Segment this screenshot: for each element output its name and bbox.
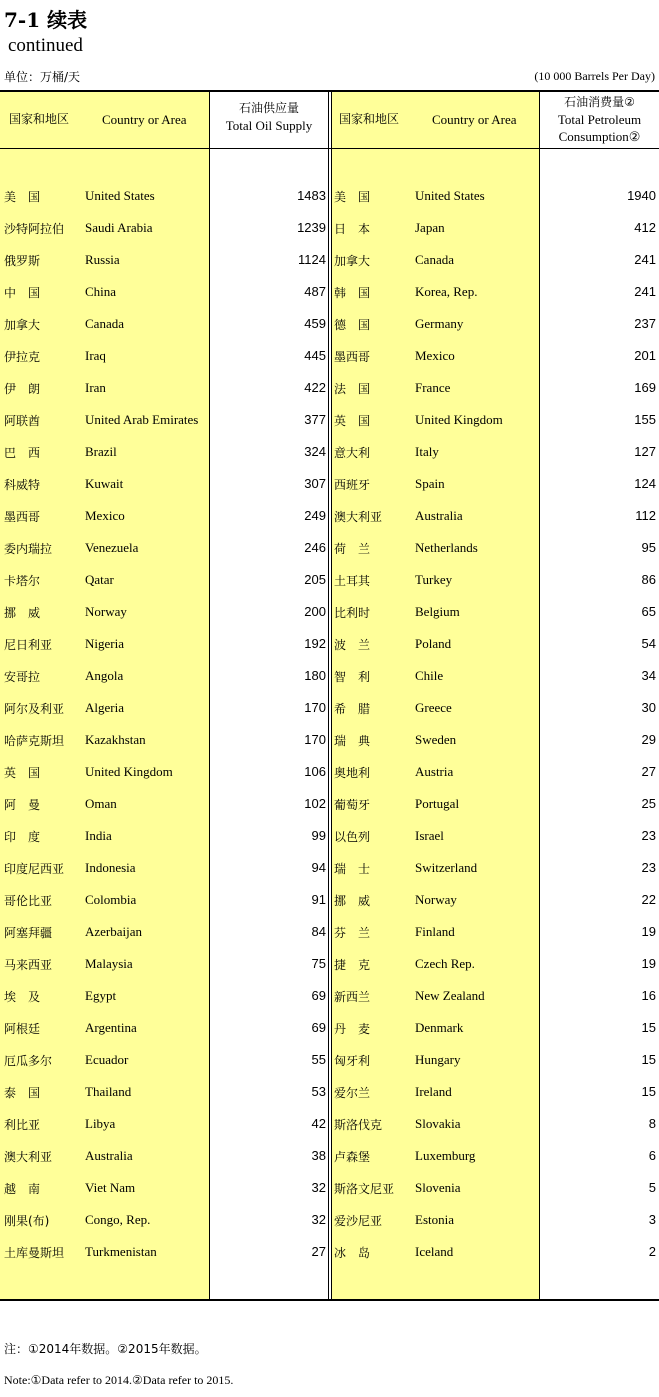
- country-en-supply: Thailand: [85, 1084, 132, 1099]
- country-cn-consumption: 斯洛文尼亚: [334, 1182, 395, 1196]
- table-row: [0, 724, 659, 756]
- table-row: [0, 436, 659, 468]
- country-en-supply: Kuwait: [85, 476, 124, 491]
- table-row: [0, 884, 659, 916]
- consumption-value: 6: [648, 1148, 656, 1163]
- country-en-consumption: Germany: [415, 316, 464, 331]
- country-en-consumption: France: [415, 380, 451, 395]
- table-row: [0, 820, 659, 852]
- country-en-supply: Indonesia: [85, 860, 136, 875]
- country-en-consumption: Czech Rep.: [415, 956, 475, 971]
- country-cn-consumption: 捷 克: [334, 958, 371, 972]
- country-cn-supply: 巴 西: [4, 446, 41, 460]
- table-row: [0, 340, 659, 372]
- consumption-value: 5: [648, 1180, 656, 1195]
- oil-supply-value: 487: [304, 284, 326, 299]
- header-left-country-cn: 国家和地区: [9, 112, 70, 126]
- country-en-supply: United Arab Emirates: [85, 412, 199, 427]
- consumption-value: 155: [634, 412, 656, 427]
- country-cn-supply: 印 度: [4, 830, 41, 844]
- country-en-supply: Brazil: [85, 444, 117, 459]
- table-row: [0, 660, 659, 692]
- consumption-value: 95: [641, 540, 656, 555]
- table-row: [0, 212, 659, 244]
- table-row: [0, 180, 659, 212]
- country-en-consumption: Spain: [415, 476, 445, 491]
- country-en-consumption: Poland: [415, 636, 452, 651]
- country-en-consumption: Italy: [415, 444, 439, 459]
- country-en-supply: China: [85, 284, 117, 299]
- header-left-country-en: Country or Area: [102, 112, 187, 127]
- table-row: [0, 244, 659, 276]
- header-bottom-rule: [0, 148, 659, 149]
- consumption-value: 34: [641, 668, 656, 683]
- table-row: [0, 1172, 659, 1204]
- country-cn-supply: 阿联酋: [4, 414, 41, 428]
- country-cn-supply: 印度尼西亚: [4, 862, 65, 876]
- country-en-consumption: United States: [415, 188, 485, 203]
- country-cn-supply: 加拿大: [4, 318, 41, 332]
- table-row: [0, 916, 659, 948]
- oil-supply-value: 246: [304, 540, 326, 555]
- country-cn-consumption: 新西兰: [334, 990, 371, 1004]
- table-bottom-rule: [0, 1299, 659, 1301]
- country-cn-supply: 伊 朗: [4, 382, 41, 396]
- table-row: [0, 500, 659, 532]
- table-row: [0, 1236, 659, 1268]
- country-cn-supply: 中 国: [4, 286, 41, 300]
- table-row: [0, 980, 659, 1012]
- country-cn-consumption: 冰 岛: [334, 1246, 371, 1260]
- oil-supply-value: 53: [311, 1084, 326, 1099]
- country-en-supply: United Kingdom: [85, 764, 173, 779]
- country-en-supply: Oman: [85, 796, 117, 811]
- oil-supply-value: 1239: [297, 220, 326, 235]
- country-cn-consumption: 墨西哥: [334, 350, 371, 364]
- country-cn-consumption: 土耳其: [334, 574, 371, 588]
- country-en-consumption: Chile: [415, 668, 444, 683]
- country-en-supply: Nigeria: [85, 636, 124, 651]
- country-en-supply: Kazakhstan: [85, 732, 146, 747]
- country-en-consumption: Norway: [415, 892, 457, 907]
- oil-supply-value: 1124: [298, 252, 326, 267]
- country-en-consumption: Iceland: [415, 1244, 454, 1259]
- country-cn-supply: 厄瓜多尔: [4, 1054, 53, 1068]
- country-cn-consumption: 意大利: [334, 446, 371, 460]
- country-en-consumption: Luxemburg: [415, 1148, 476, 1163]
- country-en-supply: Turkmenistan: [85, 1244, 157, 1259]
- country-cn-consumption: 匈牙利: [334, 1054, 371, 1068]
- country-cn-consumption: 加拿大: [334, 254, 371, 268]
- country-cn-supply: 哥伦比亚: [4, 894, 53, 908]
- oil-supply-value: 106: [304, 764, 326, 779]
- country-en-consumption: Denmark: [415, 1020, 464, 1035]
- header-right-country-cn: 国家和地区: [339, 112, 400, 126]
- country-en-consumption: Switzerland: [415, 860, 478, 875]
- country-en-consumption: Korea, Rep.: [415, 284, 478, 299]
- consumption-value: 22: [641, 892, 656, 907]
- consumption-value: 241: [634, 252, 656, 267]
- table-row: [0, 532, 659, 564]
- table-row: [0, 1204, 659, 1236]
- country-cn-supply: 越 南: [4, 1182, 41, 1196]
- oil-supply-value: 377: [304, 412, 326, 427]
- country-cn-supply: 墨西哥: [4, 510, 41, 524]
- country-cn-supply: 阿尔及利亚: [4, 702, 65, 716]
- country-en-supply: United States: [85, 188, 155, 203]
- country-cn-consumption: 芬 兰: [334, 926, 371, 940]
- oil-supply-value: 170: [304, 732, 326, 747]
- country-cn-consumption: 智 利: [334, 670, 371, 684]
- country-en-supply: Egypt: [85, 988, 117, 1003]
- oil-supply-value: 422: [304, 380, 326, 395]
- oil-supply-value: 69: [311, 988, 326, 1003]
- consumption-value: 15: [641, 1020, 656, 1035]
- country-en-supply: Saudi Arabia: [85, 220, 153, 235]
- header-consumption-en-1: Total Petroleum: [557, 112, 642, 127]
- country-en-consumption: Israel: [415, 828, 444, 843]
- consumption-value: 23: [641, 828, 656, 843]
- country-en-consumption: Netherlands: [415, 540, 478, 555]
- country-cn-supply: 伊拉克: [4, 350, 41, 364]
- oil-supply-value: 84: [311, 924, 326, 939]
- country-cn-consumption: 荷 兰: [334, 542, 371, 556]
- country-en-consumption: Austria: [415, 764, 454, 779]
- country-en-supply: Venezuela: [85, 540, 139, 555]
- country-cn-consumption: 卢森堡: [334, 1150, 371, 1164]
- consumption-value: 19: [641, 956, 656, 971]
- consumption-value: 25: [641, 796, 656, 811]
- oil-supply-value: 170: [304, 700, 326, 715]
- country-cn-supply: 挪 威: [4, 606, 41, 620]
- country-cn-supply: 马来西亚: [4, 958, 53, 972]
- consumption-value: 16: [641, 988, 656, 1003]
- country-cn-consumption: 日 本: [334, 222, 371, 236]
- consumption-value: 30: [641, 700, 656, 715]
- country-cn-consumption: 瑞 典: [334, 734, 371, 748]
- header-consumption: [540, 94, 659, 145]
- country-en-consumption: Belgium: [415, 604, 460, 619]
- country-cn-consumption: 美 国: [334, 190, 371, 204]
- oil-supply-value: 324: [304, 444, 326, 459]
- consumption-value: 15: [641, 1084, 656, 1099]
- country-en-supply: India: [85, 828, 112, 843]
- country-cn-consumption: 以色列: [334, 830, 371, 844]
- header-right-country-en: Country or Area: [432, 112, 517, 127]
- consumption-value: 15: [641, 1052, 656, 1067]
- table-row: [0, 1140, 659, 1172]
- consumption-value: 23: [641, 860, 656, 875]
- country-en-consumption: United Kingdom: [415, 412, 503, 427]
- country-cn-consumption: 斯洛伐克: [334, 1118, 383, 1132]
- country-en-consumption: Australia: [415, 508, 463, 523]
- country-en-consumption: Sweden: [415, 732, 457, 747]
- consumption-value: 201: [634, 348, 656, 363]
- consumption-value: 3: [648, 1212, 656, 1227]
- oil-supply-value: 42: [311, 1116, 326, 1131]
- country-en-supply: Russia: [85, 252, 120, 267]
- country-cn-consumption: 澳大利亚: [334, 510, 383, 524]
- country-en-supply: Australia: [85, 1148, 133, 1163]
- country-en-supply: Azerbaijan: [85, 924, 143, 939]
- country-cn-consumption: 韩 国: [334, 286, 371, 300]
- oil-supply-value: 180: [304, 668, 326, 683]
- table-row: [0, 596, 659, 628]
- table-row: [0, 852, 659, 884]
- country-en-supply: Viet Nam: [85, 1180, 136, 1195]
- country-en-consumption: Portugal: [415, 796, 460, 811]
- consumption-value: 65: [641, 604, 656, 619]
- country-en-consumption: Hungary: [415, 1052, 461, 1067]
- country-en-supply: Canada: [85, 316, 124, 331]
- country-cn-supply: 阿根廷: [4, 1022, 41, 1036]
- country-cn-supply: 俄罗斯: [4, 254, 41, 268]
- table-row: [0, 1108, 659, 1140]
- oil-supply-value: 69: [311, 1020, 326, 1035]
- table-row: [0, 468, 659, 500]
- oil-supply-value: 192: [304, 636, 326, 651]
- country-cn-supply: 美 国: [4, 190, 41, 204]
- oil-supply-value: 249: [304, 508, 326, 523]
- table-row: [0, 372, 659, 404]
- table-row: [0, 564, 659, 596]
- country-en-supply: Ecuador: [85, 1052, 129, 1067]
- oil-supply-value: 91: [311, 892, 326, 907]
- country-en-supply: Algeria: [85, 700, 124, 715]
- country-cn-consumption: 奥地利: [334, 766, 371, 780]
- oil-supply-value: 1483: [297, 188, 326, 203]
- country-en-consumption: Estonia: [415, 1212, 454, 1227]
- consumption-value: 8: [648, 1116, 656, 1131]
- unit-label-cn: 单位：万桶/天: [4, 70, 81, 84]
- country-cn-consumption: 丹 麦: [334, 1022, 371, 1036]
- country-cn-supply: 利比亚: [4, 1118, 41, 1132]
- oil-supply-value: 32: [311, 1212, 326, 1227]
- country-cn-supply: 阿塞拜疆: [4, 926, 53, 940]
- country-cn-supply: 阿 曼: [4, 798, 41, 812]
- consumption-value: 86: [641, 572, 656, 587]
- oil-supply-value: 32: [311, 1180, 326, 1195]
- country-en-consumption: Ireland: [415, 1084, 452, 1099]
- note-en: Note:①Data refer to 2014.②Data refer to 2015.: [4, 1373, 234, 1387]
- consumption-value: 54: [641, 636, 656, 651]
- table-row: [0, 628, 659, 660]
- table-row: [0, 276, 659, 308]
- table-row: [0, 1076, 659, 1108]
- table-row: [0, 1012, 659, 1044]
- header-consumption-cn: 石油消费量②: [564, 95, 635, 109]
- oil-supply-value: 55: [311, 1052, 326, 1067]
- consumption-value: 412: [634, 220, 656, 235]
- country-cn-consumption: 爱尔兰: [334, 1086, 371, 1100]
- consumption-value: 169: [634, 380, 656, 395]
- country-en-consumption: Mexico: [415, 348, 455, 363]
- country-cn-consumption: 英 国: [334, 414, 371, 428]
- country-en-consumption: New Zealand: [415, 988, 485, 1003]
- country-en-supply: Libya: [85, 1116, 116, 1131]
- country-cn-supply: 泰 国: [4, 1086, 41, 1100]
- country-cn-consumption: 挪 威: [334, 894, 371, 908]
- table-row: [0, 692, 659, 724]
- oil-supply-value: 307: [304, 476, 326, 491]
- consumption-value: 2: [648, 1244, 656, 1259]
- country-cn-consumption: 希 腊: [334, 702, 371, 716]
- country-en-supply: Qatar: [85, 572, 114, 587]
- country-en-supply: Malaysia: [85, 956, 133, 971]
- country-cn-consumption: 德 国: [334, 318, 371, 332]
- country-cn-consumption: 法 国: [334, 382, 371, 396]
- country-en-supply: Argentina: [85, 1020, 137, 1035]
- consumption-value: 241: [634, 284, 656, 299]
- consumption-value: 237: [634, 316, 656, 331]
- country-cn-supply: 尼日利亚: [4, 638, 53, 652]
- note-cn: 注：①2014年数据。②2015年数据。: [4, 1342, 207, 1356]
- oil-supply-value: 200: [304, 604, 326, 619]
- country-en-supply: Angola: [85, 668, 124, 683]
- country-en-supply: Mexico: [85, 508, 125, 523]
- country-en-consumption: Turkey: [415, 572, 453, 587]
- country-cn-consumption: 瑞 士: [334, 862, 371, 876]
- oil-supply-value: 445: [304, 348, 326, 363]
- table-row: [0, 1044, 659, 1076]
- country-en-supply: Norway: [85, 604, 127, 619]
- country-cn-consumption: 波 兰: [334, 638, 371, 652]
- consumption-value: 1940: [627, 188, 656, 203]
- table-row: [0, 788, 659, 820]
- table-row: [0, 756, 659, 788]
- country-cn-supply: 英 国: [4, 766, 41, 780]
- header-supply-cn: 石油供应量: [238, 101, 299, 115]
- country-cn-supply: 澳大利亚: [4, 1150, 53, 1164]
- country-en-supply: Congo, Rep.: [85, 1212, 151, 1227]
- oil-supply-value: 99: [311, 828, 326, 843]
- country-cn-supply: 委内瑞拉: [4, 542, 53, 556]
- country-cn-consumption: 比利时: [334, 606, 371, 620]
- country-cn-supply: 埃 及: [4, 990, 41, 1004]
- country-cn-consumption: 葡萄牙: [334, 798, 371, 812]
- oil-supply-value: 75: [311, 956, 326, 971]
- country-cn-supply: 土库曼斯坦: [4, 1246, 65, 1260]
- table-top-rule: [0, 90, 659, 92]
- header-consumption-en-2: Consumption②: [558, 129, 641, 144]
- oil-supply-value: 459: [304, 316, 326, 331]
- country-en-supply: Iran: [85, 380, 106, 395]
- country-cn-supply: 刚果(布): [4, 1214, 50, 1228]
- consumption-value: 127: [634, 444, 656, 459]
- country-en-consumption: Greece: [415, 700, 452, 715]
- oil-supply-value: 94: [311, 860, 326, 875]
- country-cn-consumption: 西班牙: [334, 478, 371, 492]
- oil-supply-value: 102: [304, 796, 326, 811]
- country-en-supply: Colombia: [85, 892, 137, 907]
- country-en-consumption: Finland: [415, 924, 455, 939]
- table-row: [0, 948, 659, 980]
- country-cn-supply: 沙特阿拉伯: [4, 222, 65, 236]
- header-supply: [210, 100, 328, 134]
- table-row: [0, 404, 659, 436]
- country-en-consumption: Slovakia: [415, 1116, 461, 1131]
- country-cn-consumption: 爱沙尼亚: [334, 1214, 383, 1228]
- consumption-value: 112: [635, 508, 656, 523]
- oil-supply-value: 27: [311, 1244, 326, 1259]
- header-supply-en: Total Oil Supply: [225, 118, 313, 133]
- oil-supply-value: 205: [304, 572, 326, 587]
- unit-label-en: (10 000 Barrels Per Day): [534, 69, 655, 83]
- country-cn-supply: 卡塔尔: [4, 574, 41, 588]
- oil-supply-value: 38: [311, 1148, 326, 1163]
- page-subtitle: continued: [8, 35, 83, 56]
- country-cn-supply: 哈萨克斯坦: [4, 734, 65, 748]
- consumption-value: 29: [641, 732, 656, 747]
- country-en-consumption: Canada: [415, 252, 454, 267]
- table-row: [0, 308, 659, 340]
- consumption-value: 19: [641, 924, 656, 939]
- country-en-supply: Iraq: [85, 348, 106, 363]
- country-cn-supply: 安哥拉: [4, 670, 41, 684]
- country-en-consumption: Japan: [415, 220, 445, 235]
- page-title: 7-1 续表: [4, 8, 88, 32]
- consumption-value: 27: [641, 764, 656, 779]
- country-cn-supply: 科威特: [4, 478, 41, 492]
- consumption-value: 124: [634, 476, 656, 491]
- country-en-consumption: Slovenia: [415, 1180, 461, 1195]
